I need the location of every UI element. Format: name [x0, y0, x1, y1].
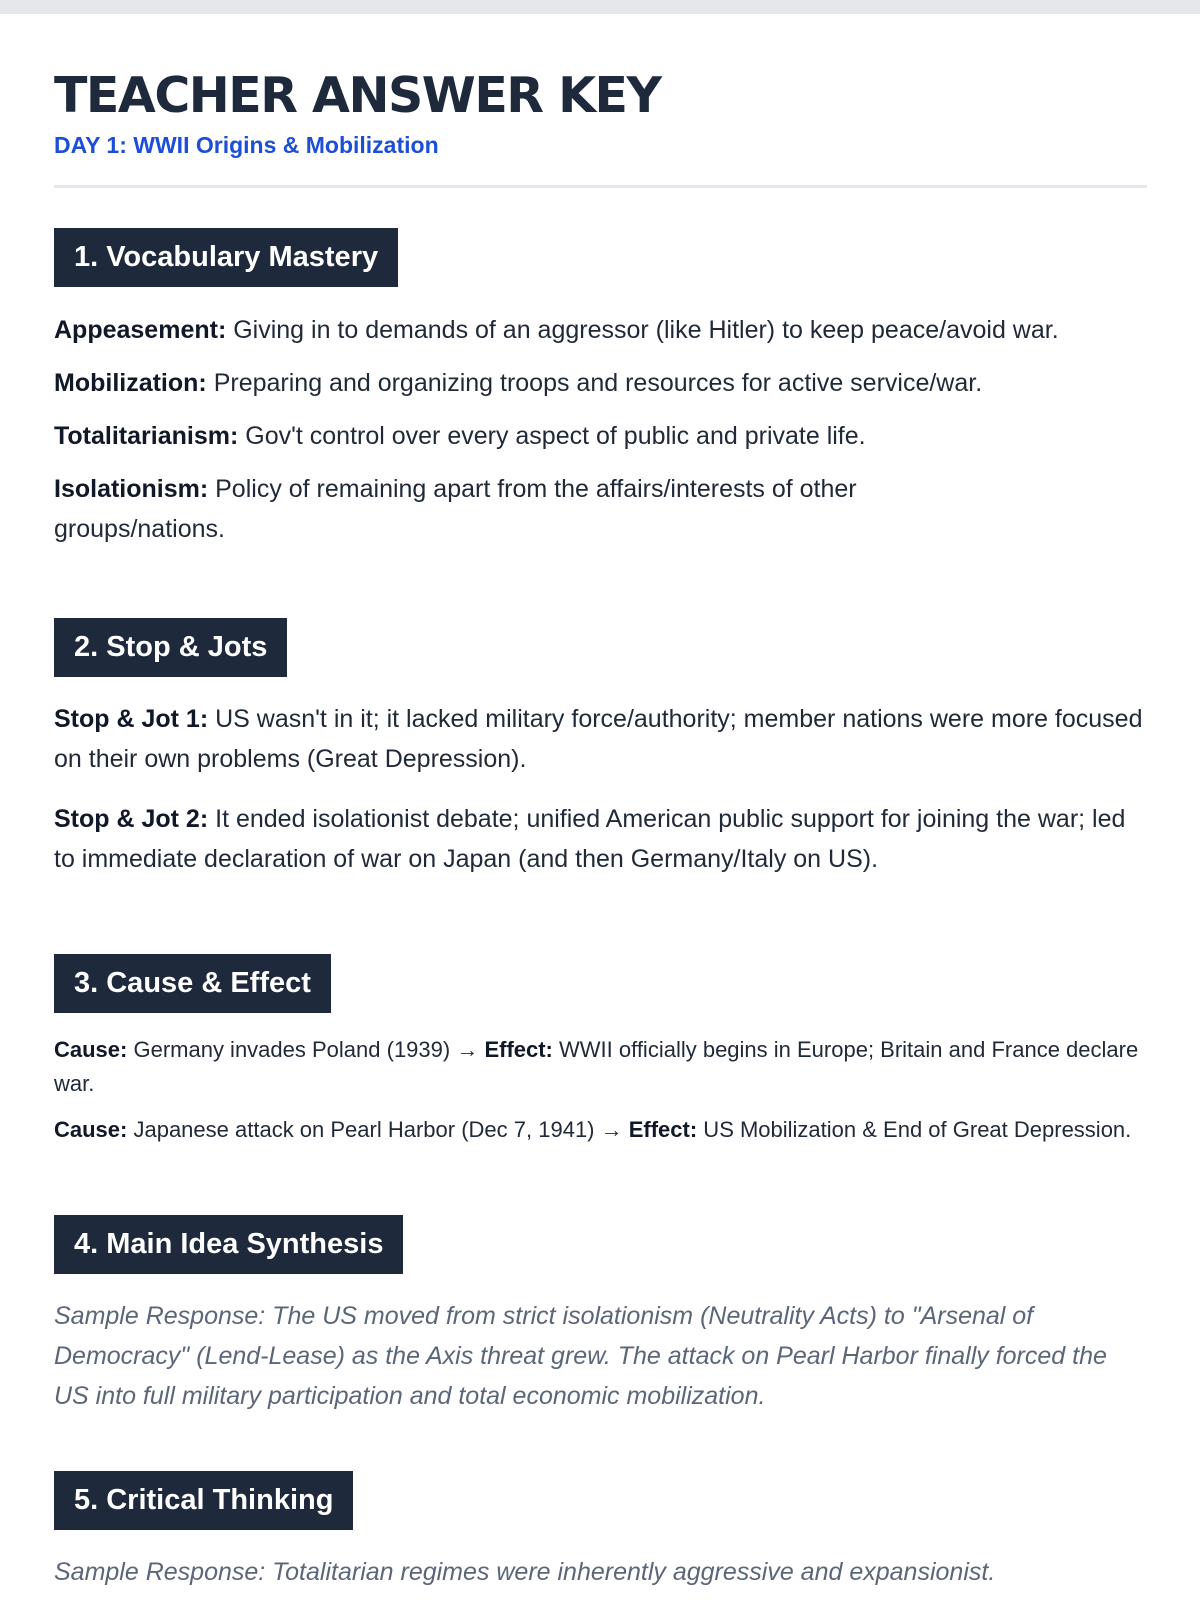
cause-text: Japanese attack on Pearl Harbor (Dec 7, 1941) → [127, 1117, 629, 1142]
stop-and-jot-text: It ended isolationist debate; unified American public support for joining the war; led to immediate declaration of war on Japan (and then Germany/Italy on US). [54, 805, 1126, 873]
vocab-term: Appeasement: [54, 316, 227, 344]
section-heading-critical-thinking: 5. Critical Thinking [54, 1471, 353, 1530]
effect-text: US Mobilization & End of Great Depression. [697, 1117, 1132, 1142]
vocab-definition: Giving in to demands of an aggressor (like Hitler) to keep peace/avoid war. [226, 316, 1059, 344]
stop-and-jot-text: US wasn't in it; it lacked military force/authority; member nations were more focused on their own problems (Great Depression). [54, 705, 1143, 773]
stop-and-jots-list [54, 699, 1147, 879]
cause-effect-entry [54, 1033, 1147, 1101]
stop-and-jot-label: Stop & Jot 2: [54, 805, 209, 833]
page-subtitle: DAY 1: WWII Origins & Mobilization [54, 132, 439, 158]
vocab-term: Mobilization: [54, 369, 207, 397]
effect-text: WWII officially begins in Europe; Britain and France declare war. [54, 1037, 1139, 1096]
vocabulary-list [54, 310, 1147, 549]
stop-and-jot-entry [54, 799, 1147, 879]
page-title: TEACHER ANSWER KEY [54, 67, 661, 124]
answer-key-document [54, 14, 1147, 1592]
vocab-definition: Preparing and organizing troops and resources for active service/war. [206, 369, 983, 397]
effect-label: Effect: [628, 1117, 698, 1142]
cause-label: Cause: [54, 1037, 128, 1062]
section-heading-vocabulary: 1. Vocabulary Mastery [54, 228, 398, 287]
vocab-entry [54, 469, 974, 549]
effect-label: Effect: [484, 1037, 553, 1062]
vocab-definition: Policy of remaining apart from the affairs/interests of other groups/nations. [54, 475, 857, 543]
vocab-term: Isolationism: [54, 475, 209, 503]
cause-label: Cause: [54, 1117, 128, 1142]
header-divider [54, 185, 1147, 188]
stop-and-jot-label: Stop & Jot 1: [54, 705, 209, 733]
cause-effect-list [54, 1033, 1147, 1147]
section-heading-cause-and-effect: 3. Cause & Effect [54, 954, 331, 1013]
vocab-entry [54, 310, 1147, 350]
browser-top-bar [0, 0, 1200, 14]
section-heading-stop-and-jots: 2. Stop & Jots [54, 618, 287, 677]
main-idea-sample-response: Sample Response: The US moved from strict isolationism (Neutrality Acts) to "Arsenal of Democracy" (Lend-Lease) as the Axis threat grew. The attack on Pearl Harbor finally forced the US into full military participation and total economic mobilization. [54, 1302, 1107, 1410]
vocab-entry [54, 363, 1147, 403]
section-heading-main-idea-synthesis: 4. Main Idea Synthesis [54, 1215, 403, 1274]
cause-effect-entry [54, 1113, 1147, 1147]
vocab-term: Totalitarianism: [54, 422, 239, 450]
critical-thinking-sample-response: Sample Response: Totalitarian regimes were inherently aggressive and expansionist. [54, 1558, 996, 1586]
vocab-definition: Gov't control over every aspect of public and private life. [238, 422, 866, 450]
cause-text: Germany invades Poland (1939) → [127, 1037, 485, 1062]
stop-and-jot-entry [54, 699, 1147, 779]
vocab-entry [54, 416, 1147, 456]
